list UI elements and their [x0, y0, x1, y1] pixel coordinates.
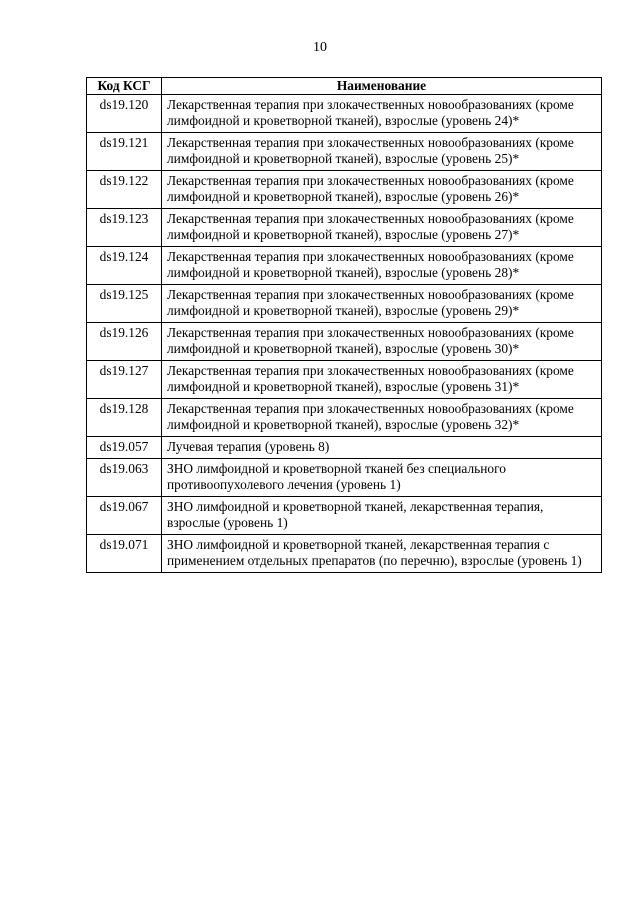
table-row [87, 209, 602, 247]
row-name: Лекарственная терапия при злокачественных новообразованиях (кроме лимфоидной и кроветворной тканей), взрослые (уровень 31)* [162, 361, 602, 399]
row-code: ds19.126 [87, 323, 162, 361]
row-name: Лекарственная терапия при злокачественных новообразованиях (кроме лимфоидной и кроветворной тканей), взрослые (уровень 28)* [162, 247, 602, 285]
table-row [87, 133, 602, 171]
row-name: ЗНО лимфоидной и кроветворной тканей, лекарственная терапия с применением отдельных препаратов (по перечню), взрослые (уровень 1) [162, 535, 602, 573]
row-code: ds19.128 [87, 399, 162, 437]
table-row [87, 399, 602, 437]
table-row [87, 95, 602, 133]
table-header-row [87, 78, 602, 95]
table-row [87, 497, 602, 535]
row-code: ds19.067 [87, 497, 162, 535]
table-row [87, 285, 602, 323]
row-name: Лекарственная терапия при злокачественных новообразованиях (кроме лимфоидной и кроветворной тканей), взрослые (уровень 27)* [162, 209, 602, 247]
row-name: Лучевая терапия (уровень 8) [162, 437, 602, 459]
table-row [87, 247, 602, 285]
header-name: Наименование [162, 78, 602, 95]
table-row [87, 459, 602, 497]
row-name: Лекарственная терапия при злокачественных новообразованиях (кроме лимфоидной и кроветворной тканей), взрослые (уровень 30)* [162, 323, 602, 361]
row-name: Лекарственная терапия при злокачественных новообразованиях (кроме лимфоидной и кроветворной тканей), взрослые (уровень 26)* [162, 171, 602, 209]
table-row [87, 323, 602, 361]
table-row [87, 171, 602, 209]
row-code: ds19.121 [87, 133, 162, 171]
row-code: ds19.063 [87, 459, 162, 497]
row-name: Лекарственная терапия при злокачественных новообразованиях (кроме лимфоидной и кроветворной тканей), взрослые (уровень 32)* [162, 399, 602, 437]
row-code: ds19.123 [87, 209, 162, 247]
row-code: ds19.127 [87, 361, 162, 399]
row-name: Лекарственная терапия при злокачественных новообразованиях (кроме лимфоидной и кроветворной тканей), взрослые (уровень 29)* [162, 285, 602, 323]
page-number: 10 [313, 40, 327, 55]
row-name: ЗНО лимфоидной и кроветворной тканей, лекарственная терапия, взрослые (уровень 1) [162, 497, 602, 535]
row-code: ds19.120 [87, 95, 162, 133]
row-code: ds19.124 [87, 247, 162, 285]
table-row [87, 437, 602, 459]
row-name: ЗНО лимфоидной и кроветворной тканей без специального противоопухолевого лечения (уровень 1) [162, 459, 602, 497]
row-name: Лекарственная терапия при злокачественных новообразованиях (кроме лимфоидной и кроветворной тканей), взрослые (уровень 25)* [162, 133, 602, 171]
row-code: ds19.122 [87, 171, 162, 209]
ksg-table [86, 77, 602, 573]
row-code: ds19.071 [87, 535, 162, 573]
row-code: ds19.057 [87, 437, 162, 459]
table-row [87, 535, 602, 573]
header-code: Код КСГ [87, 78, 162, 95]
row-name: Лекарственная терапия при злокачественных новообразованиях (кроме лимфоидной и кроветворной тканей), взрослые (уровень 24)* [162, 95, 602, 133]
table-row [87, 361, 602, 399]
row-code: ds19.125 [87, 285, 162, 323]
